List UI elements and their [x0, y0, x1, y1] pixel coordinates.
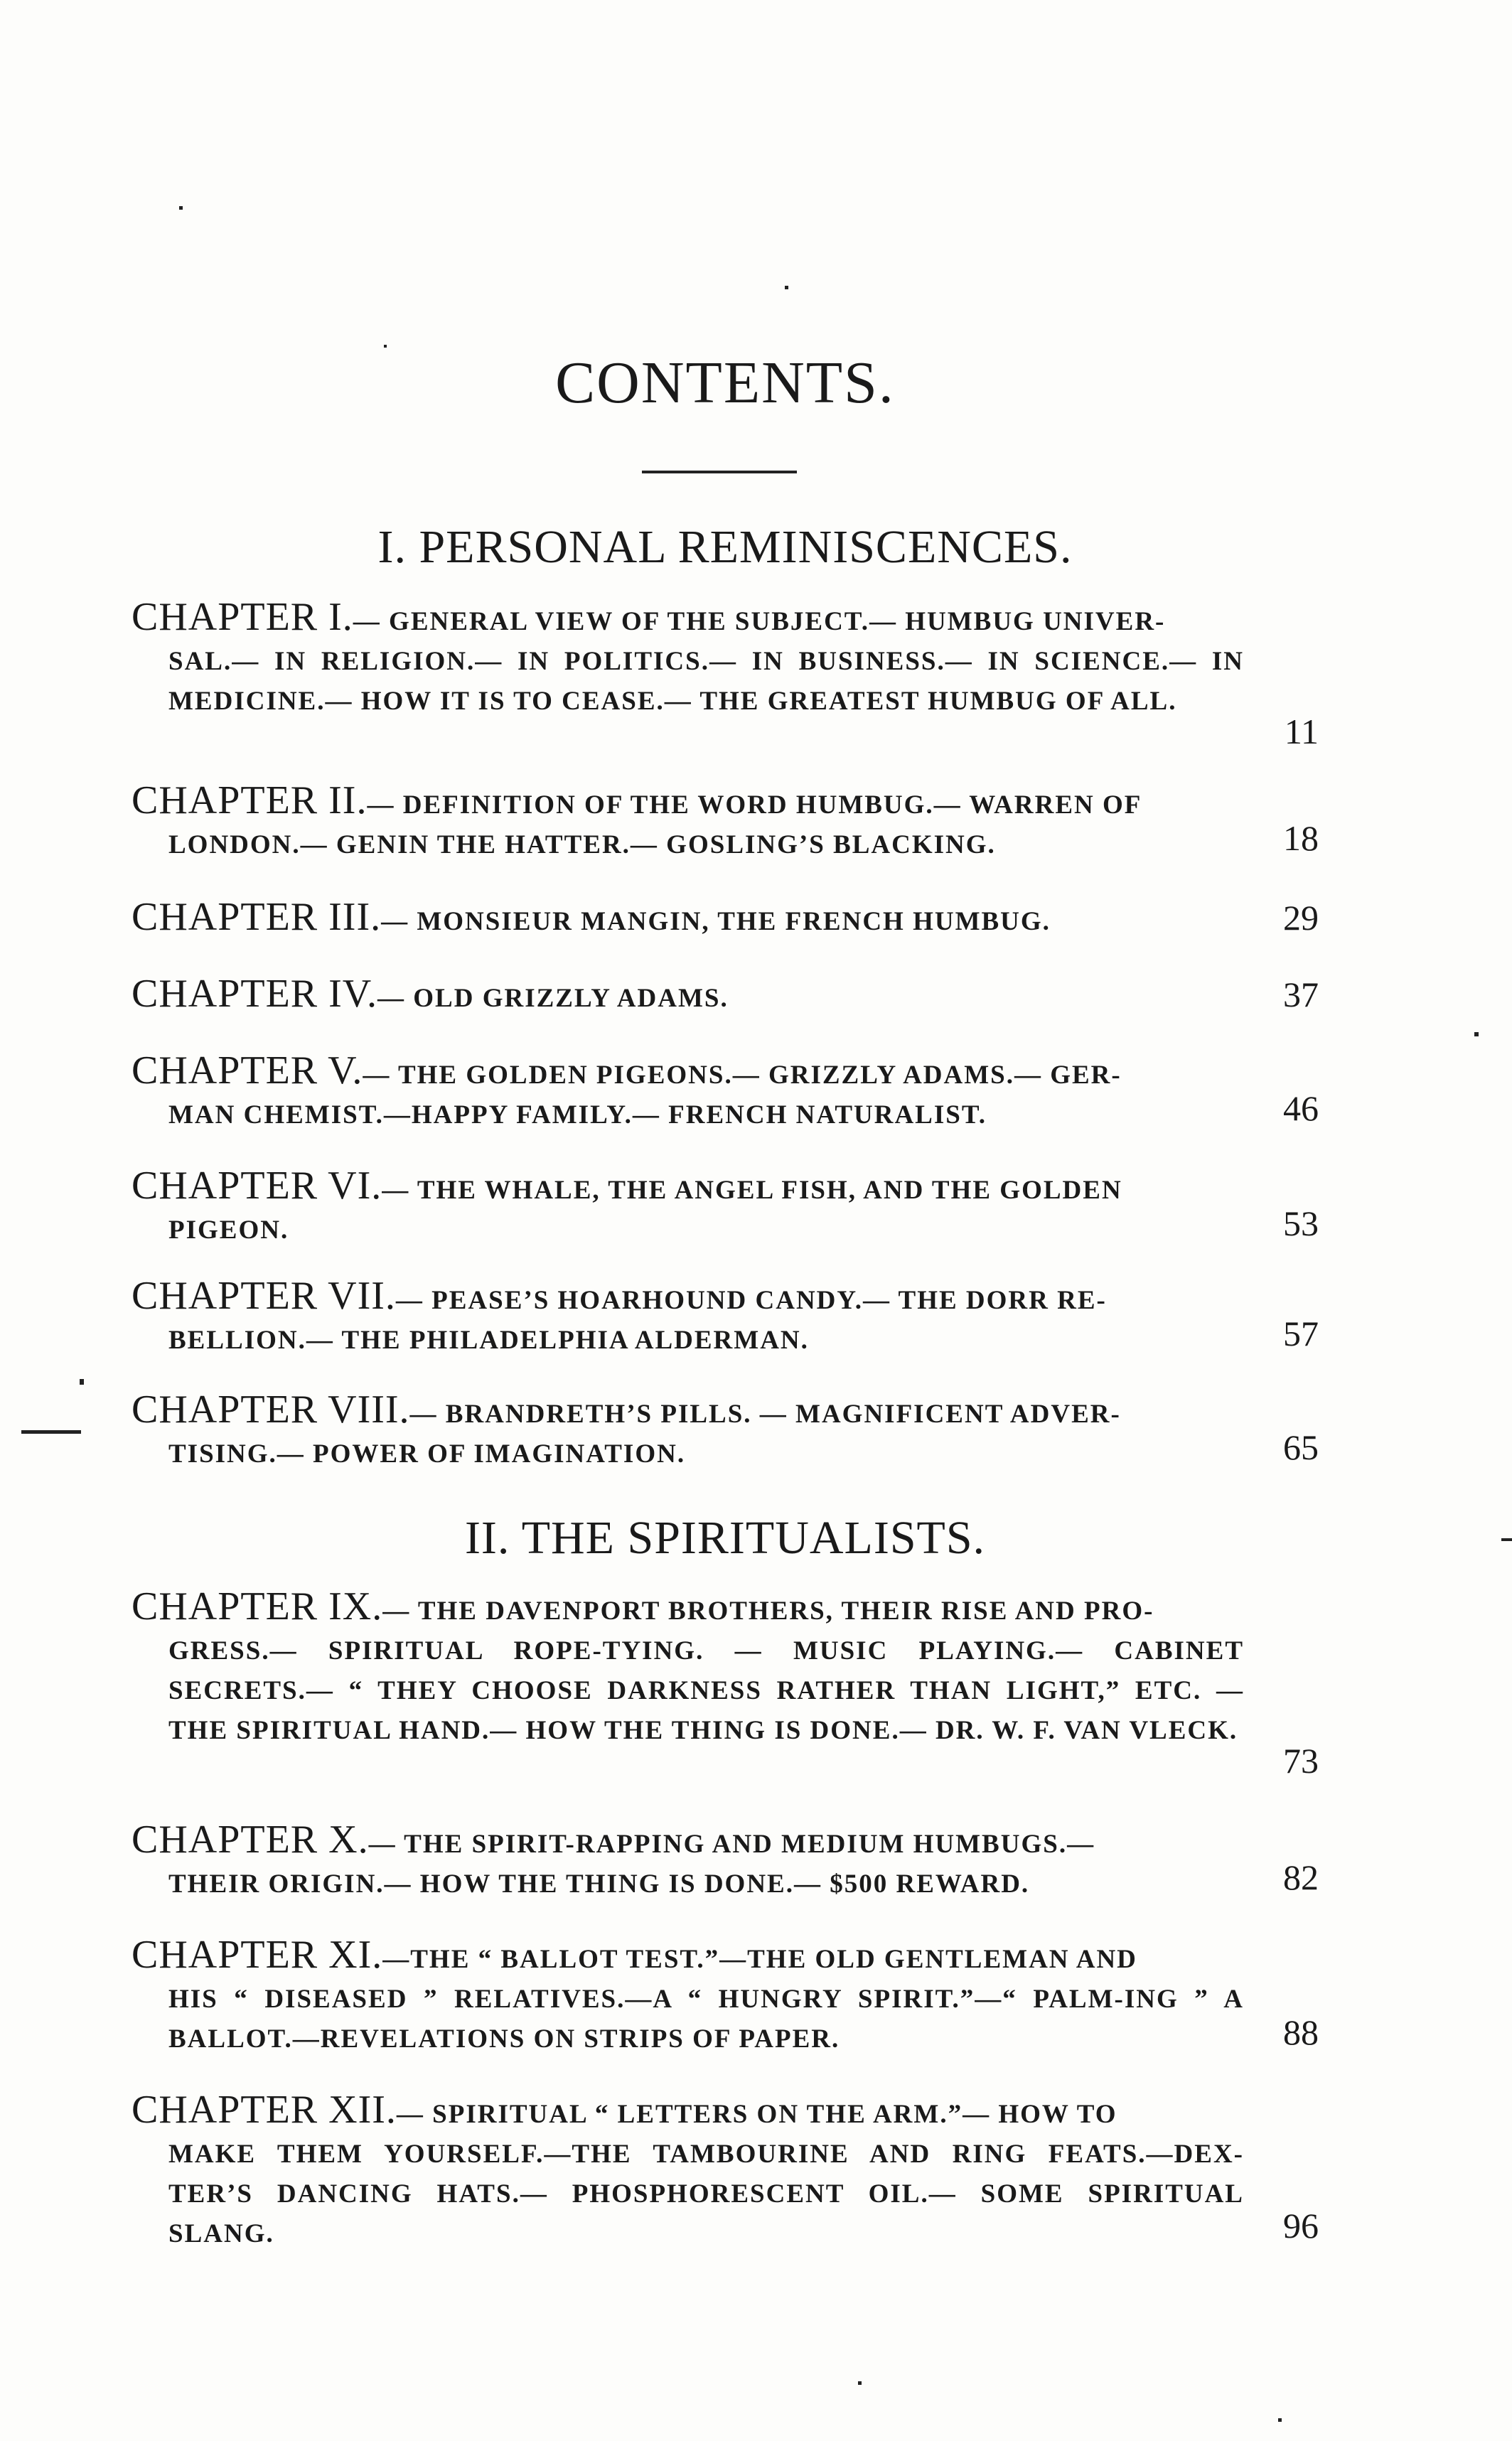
page-number-chapter-10: 82 — [1283, 1857, 1319, 1897]
chapter-label: CHAPTER XII. — [132, 2088, 397, 2132]
toc-entry-chapter-3[interactable] — [132, 897, 1244, 942]
toc-entry-chapter-6[interactable] — [132, 1166, 1244, 1250]
chapter-label: CHAPTER XI. — [132, 1933, 383, 1977]
chapter-summary-continuation: HIS “ DISEASED ” RELATIVES.—A “ HUNGRY SPIRIT.”—“ PALM-ING ” A BALLOT.—REVELATIONS ON STRIPS OF PAPER. — [168, 1985, 1244, 2054]
chapter-summary-continuation: THEIR ORIGIN.— HOW THE THING IS DONE.— $500 REWARD. — [168, 1869, 1030, 1899]
chapter-label: CHAPTER II. — [132, 778, 368, 822]
toc-entry-chapter-12[interactable] — [132, 2090, 1244, 2254]
page-number-chapter-11: 88 — [1283, 2012, 1319, 2052]
toc-entry-chapter-4[interactable] — [132, 974, 1244, 1019]
margin-dash-mark — [21, 1430, 81, 1434]
chapter-label: CHAPTER IV. — [132, 972, 378, 1016]
chapter-summary-first-line: — SPIRITUAL “ LETTERS ON THE ARM.”— HOW TO — [396, 2100, 1117, 2129]
page-number-chapter-6: 53 — [1283, 1203, 1319, 1243]
print-speck — [384, 345, 387, 348]
section-heading-spiritualists: II. THE SPIRITUALISTS. — [464, 1512, 986, 1564]
chapter-label: CHAPTER VIII. — [132, 1388, 410, 1432]
print-speck — [179, 206, 183, 210]
toc-entry-chapter-10[interactable] — [132, 1820, 1244, 1904]
page-title: CONTENTS. — [555, 350, 895, 416]
section-heading-personal-reminiscences: I. PERSONAL REMINISCENCES. — [377, 521, 1073, 573]
page-number-chapter-2: 18 — [1283, 818, 1319, 858]
chapter-summary-first-line: — THE GOLDEN PIGEONS.— GRIZZLY ADAMS.— GER- — [363, 1061, 1122, 1090]
toc-entry-chapter-11[interactable] — [132, 1935, 1244, 2059]
chapter-summary-first-line: — THE SPIRIT-RAPPING AND MEDIUM HUMBUGS.— — [368, 1830, 1095, 1859]
title-rule — [642, 471, 797, 473]
chapter-summary-continuation: MAN CHEMIST.—HAPPY FAMILY.— FRENCH NATURALIST. — [168, 1100, 987, 1130]
chapter-summary-first-line: — THE DAVENPORT BROTHERS, THEIR RISE AND PRO- — [382, 1597, 1154, 1626]
toc-entry-chapter-7[interactable] — [132, 1276, 1244, 1361]
chapter-summary-first-line: —THE “ BALLOT TEST.”—THE OLD GENTLEMAN AND — [382, 1945, 1137, 1974]
chapter-label: CHAPTER VII. — [132, 1274, 396, 1318]
chapter-summary-continuation: PIGEON. — [168, 1216, 289, 1245]
chapter-summary-first-line: — PEASE’S HOARHOUND CANDY.— THE DORR RE- — [395, 1286, 1107, 1315]
chapter-summary-continuation: GRESS.— SPIRITUAL ROPE-TYING. — MUSIC PLAYING.— CABINET SECRETS.— “ THEY CHOOSE DARKNESS RATHER THAN LIGHT,” ETC. — THE SPIRITUAL HAND.— HOW THE THING IS DONE.— DR. W. F. VAN VLECK. — [168, 1636, 1244, 1745]
chapter-label: CHAPTER III. — [132, 895, 382, 939]
chapter-summary-continuation: LONDON.— GENIN THE HATTER.— GOSLING’S BLACKING. — [168, 830, 996, 859]
chapter-label: CHAPTER I. — [132, 595, 353, 639]
print-speck — [785, 286, 788, 289]
chapter-label: CHAPTER VI. — [132, 1164, 382, 1208]
chapter-summary-continuation: TISING.— POWER OF IMAGINATION. — [168, 1439, 686, 1469]
print-speck — [1278, 2418, 1282, 2422]
page-number-chapter-1: 11 — [1284, 712, 1319, 751]
chapter-summary-first-line: — GENERAL VIEW OF THE SUBJECT.— HUMBUG UNIVER- — [353, 607, 1166, 636]
print-speck — [80, 1379, 84, 1385]
chapter-label: CHAPTER X. — [132, 1818, 369, 1862]
chapter-summary-continuation: BELLION.— THE PHILADELPHIA ALDERMAN. — [168, 1326, 809, 1355]
chapter-label: CHAPTER IX. — [132, 1584, 383, 1629]
toc-entry-chapter-1[interactable] — [132, 597, 1244, 721]
toc-entry-chapter-8[interactable] — [132, 1390, 1244, 1474]
chapter-summary-continuation: SAL.— IN RELIGION.— IN POLITICS.— IN BUSINESS.— IN SCIENCE.— IN MEDICINE.— HOW IT IS TO CEASE.— THE GREATEST HUMBUG OF ALL. — [168, 647, 1244, 716]
chapter-summary-first-line: — OLD GRIZZLY ADAMS. — [377, 984, 729, 1013]
page-number-chapter-4: 37 — [1283, 975, 1319, 1014]
page-number-chapter-12: 96 — [1283, 2206, 1319, 2246]
chapter-summary-first-line: — MONSIEUR MANGIN, THE FRENCH HUMBUG. — [381, 907, 1051, 936]
page-number-chapter-5: 46 — [1283, 1088, 1319, 1128]
toc-entry-chapter-9[interactable] — [132, 1584, 1244, 1751]
page-number-chapter-9: 73 — [1283, 1741, 1319, 1781]
chapter-summary-first-line: — THE WHALE, THE ANGEL FISH, AND THE GOLDEN — [382, 1176, 1122, 1205]
toc-entry-chapter-2[interactable] — [132, 780, 1244, 865]
print-speck — [1474, 1032, 1479, 1036]
chapter-label: CHAPTER V. — [132, 1048, 363, 1093]
chapter-summary-first-line: — BRANDRETH’S PILLS. — MAGNIFICENT ADVER- — [409, 1400, 1121, 1429]
page-number-chapter-3: 29 — [1283, 898, 1319, 938]
print-speck — [858, 2381, 862, 2385]
chapter-summary-first-line: — DEFINITION OF THE WORD HUMBUG.— WARREN OF — [367, 790, 1142, 820]
toc-entry-chapter-5[interactable] — [132, 1048, 1244, 1135]
page-number-chapter-7: 57 — [1283, 1314, 1319, 1353]
page-number-chapter-8: 65 — [1283, 1427, 1319, 1467]
edge-mark — [1501, 1538, 1512, 1541]
chapter-summary-continuation: MAKE THEM YOURSELF.—THE TAMBOURINE AND RING FEATS.—DEX-TER’S DANCING HATS.— PHOSPHORESCENT OIL.— SOME SPIRITUAL SLANG. — [168, 2140, 1244, 2248]
